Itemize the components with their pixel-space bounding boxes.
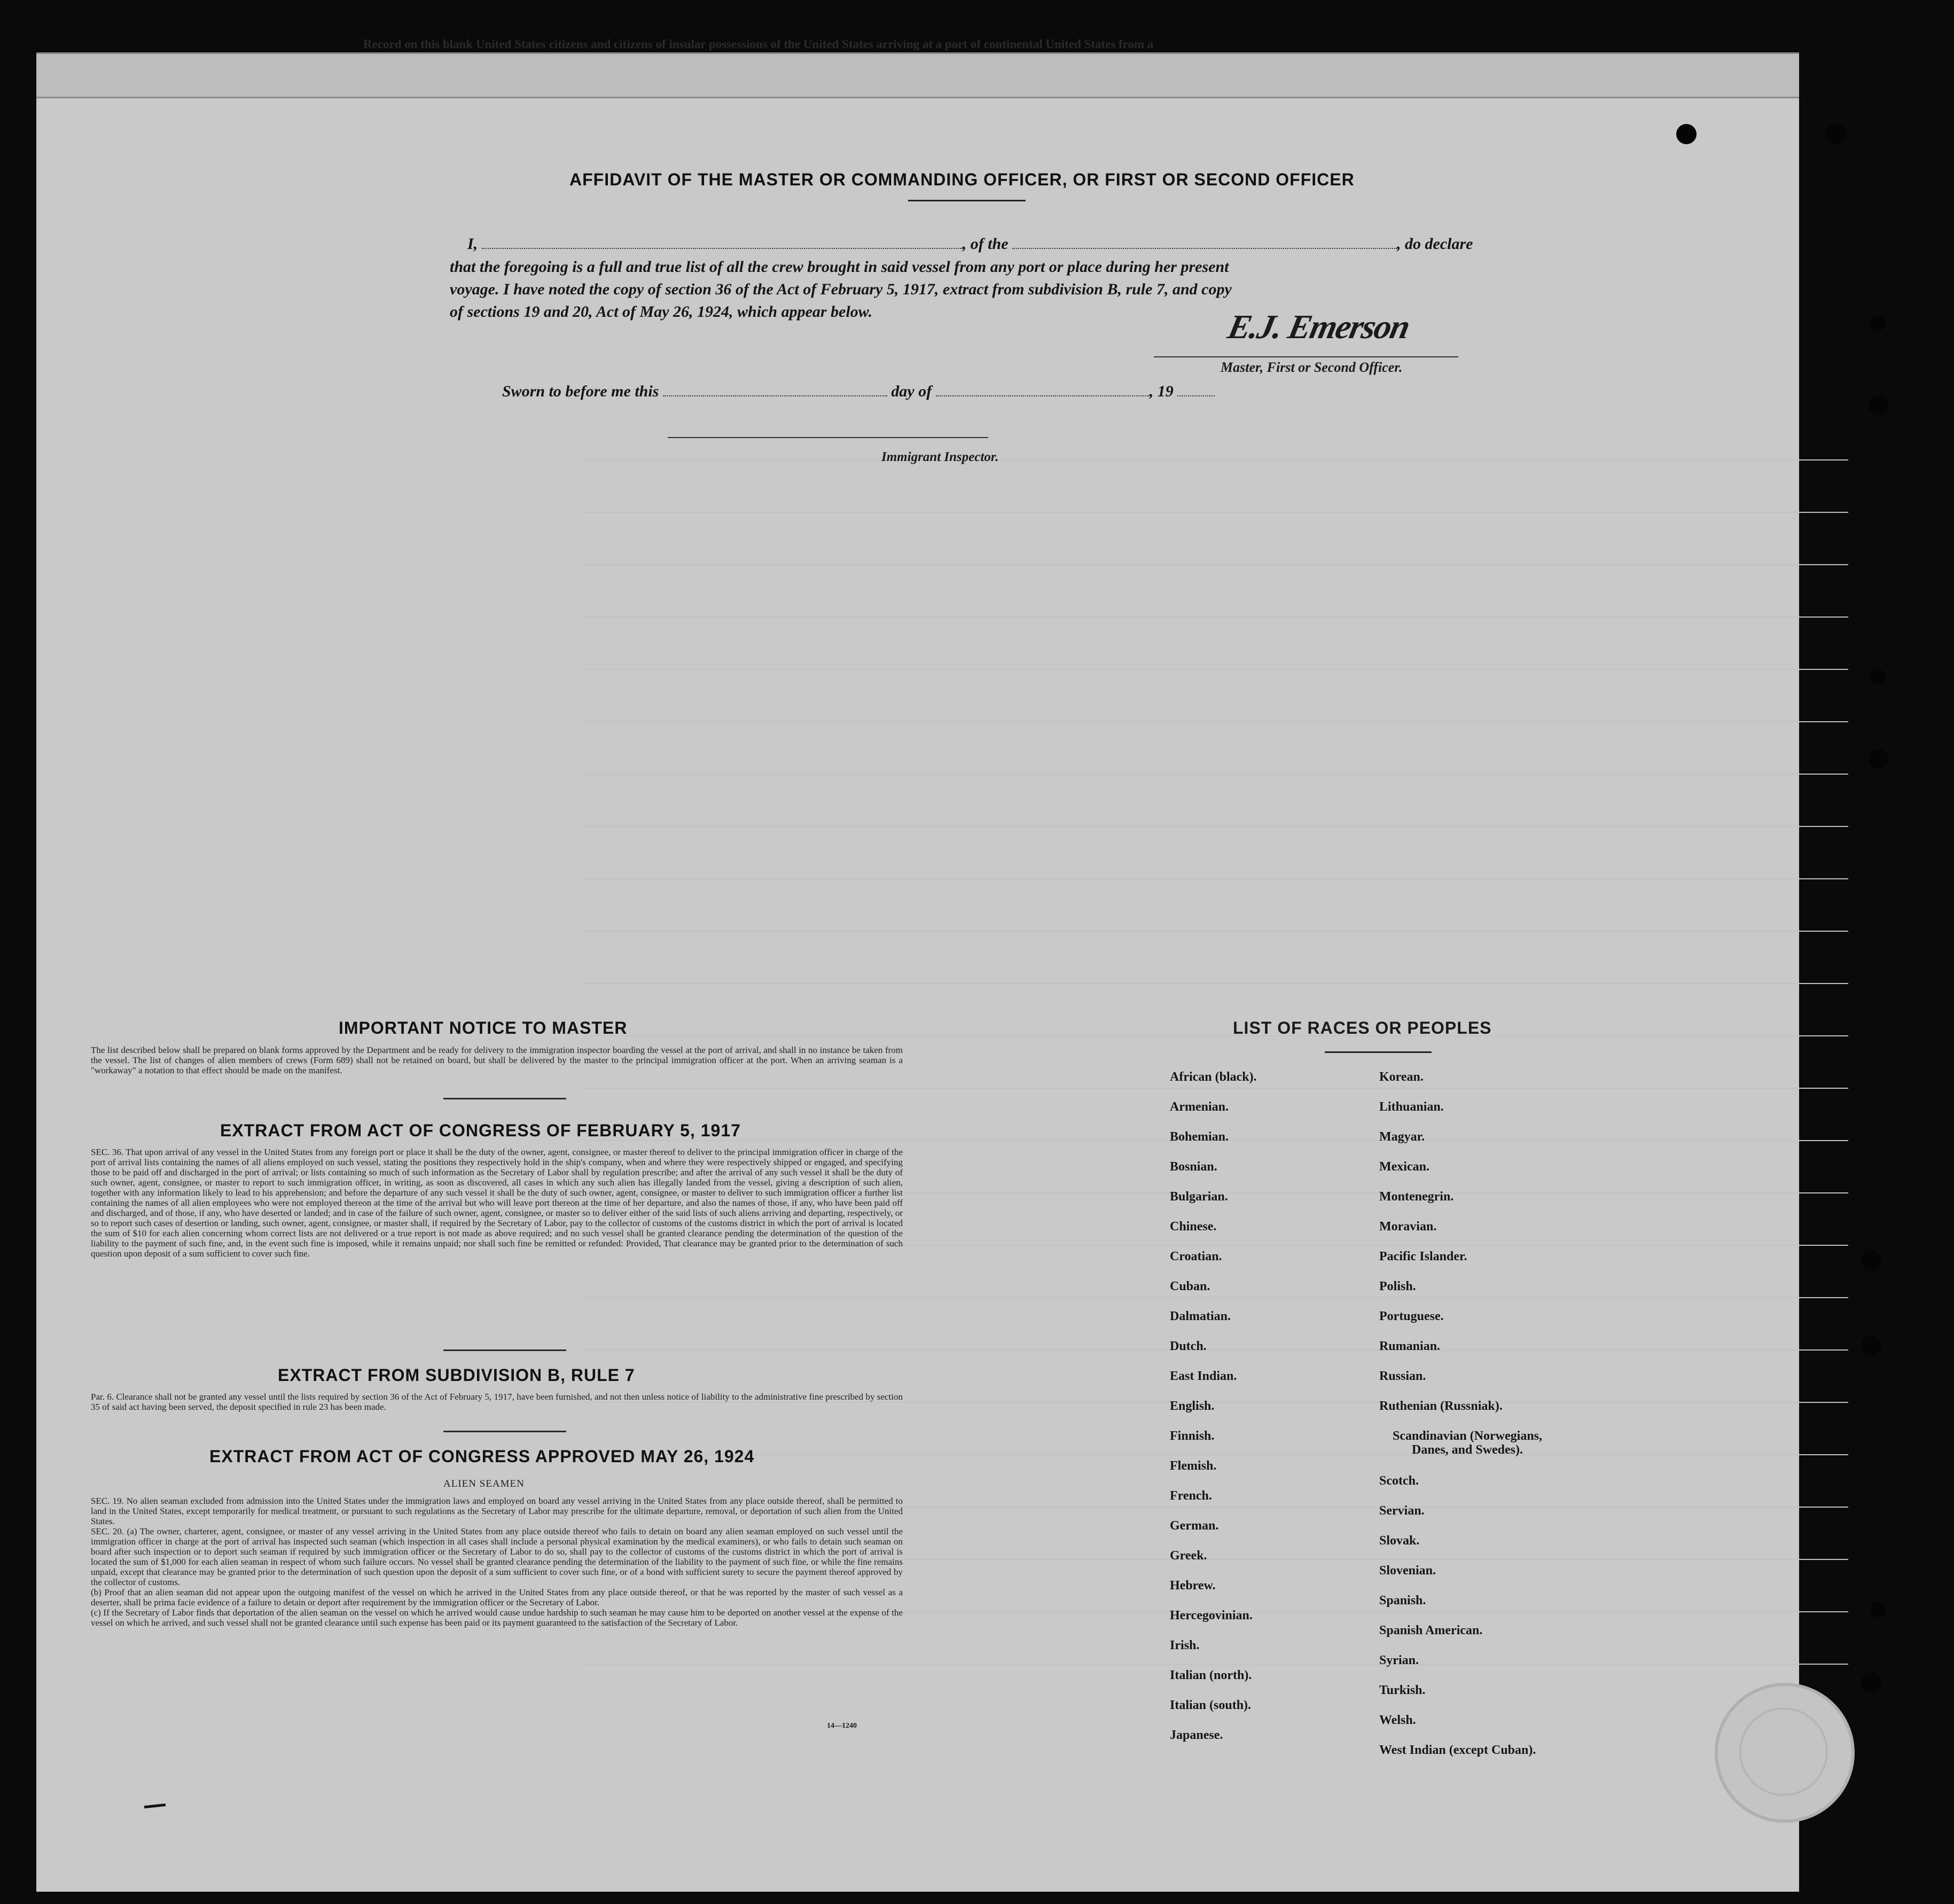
race-item: Polish.: [1379, 1279, 1416, 1293]
race-item: English.: [1170, 1399, 1215, 1413]
bleed-through-row: [582, 1088, 1848, 1089]
race-item: East Indian.: [1170, 1369, 1237, 1383]
act-1917-text: SEC. 36. That upon arrival of any vessel in the United States from any foreign port or place it shall be the duty of the owner, agent, consignee, or master thereof to deliver to the principal immigration officer in charge of the port of arrival lists containing the names of all aliens employed on such vessel, stating the positions they respectively hold in the ship's company, when and where they were respectively shipped or engaged, and specifying those to be paid off and discharged in the port of arrival; or lists containing so much of such information as the Secretary of Labor shall by regulation prescribe; and after the arrival of any such vessel it shall be the duty of such owner, agent, consignee, or master to report to such immigration officer, in writing, as soon as discovered, all cases in which any such alien has illegally landed from the vessel, giving a description of such alien, together with any information likely to lead to his apprehension; and before the departure of any such vessel it shall be the duty of such owner, agent, consignee, or master to deliver to such immigration officer a further list containing the names of all alien employees who were not employed thereon at the time of the arrival but who will leave port thereon at the time of her departure, and also the names of those, if any, who have been paid off and discharged, and of those, if any, who have deserted or landed; and in case of the failure of such owner, agent, consignee, or master so to deliver either of the said lists of such aliens arriving and departing, respectively, or so to report such cases of desertion or landing, such owner, agent, consignee, or master shall, if required by the Secretary of Labor, pay to the collector of customs of the customs district in which the port of arrival is located the sum of $10 for each alien concerning whom correct lists are not delivered or a true report is not made as above required; and no such vessel shall be granted clearance pending the determination of the question of the liability to the payment of such fine, and, in the event such fine is imposed, while it remains unpaid; nor shall such fine be remitted or refunded: Provided, That clearance may be granted prior to the determination of such question upon deposit of a sum sufficient to cover such fine.: [91, 1147, 903, 1259]
race-item: Dutch.: [1170, 1339, 1207, 1353]
bleed-through-row: [582, 617, 1848, 618]
sworn-year-field[interactable]: [1177, 395, 1215, 396]
bleed-through-row: [582, 1349, 1848, 1351]
race-item: Welsh.: [1379, 1713, 1416, 1727]
race-item: Mexican.: [1379, 1160, 1429, 1174]
bleed-through-row: [582, 1454, 1848, 1455]
bleed-through-row: [582, 512, 1848, 513]
bleed-through-row: [582, 721, 1848, 722]
bleed-through-row: [582, 878, 1848, 879]
race-item: Cuban.: [1170, 1279, 1210, 1293]
race-item: Croatian.: [1170, 1250, 1222, 1263]
header-note: Record on this blank United States citizens and citizens of insular possessions of the United States arriving at a port of continental United States from a: [363, 37, 1154, 51]
race-item: Hercegovinian.: [1170, 1609, 1253, 1622]
race-item: Spanish.: [1379, 1594, 1426, 1608]
race-item: Syrian.: [1379, 1653, 1419, 1667]
race-item: Dalmatian.: [1170, 1309, 1231, 1323]
race-item: Rumanian.: [1379, 1339, 1441, 1353]
race-item: Montenegrin.: [1379, 1190, 1454, 1204]
bleed-through-row: [582, 669, 1848, 670]
race-item: Italian (north).: [1170, 1668, 1252, 1682]
bleed-through-row: [582, 1035, 1848, 1036]
punch-hole: [1870, 1602, 1886, 1618]
affidavit-line-4: of sections 19 and 20, Act of May 26, 1924, which appear below.: [450, 303, 873, 321]
inspector-caption: Immigrant Inspector.: [881, 450, 999, 464]
race-item: Slovenian.: [1379, 1564, 1436, 1578]
alien-seamen-subtitle: ALIEN SEAMEN: [443, 1478, 525, 1489]
punch-hole: [1676, 124, 1697, 144]
faded-seal: [1715, 1683, 1855, 1823]
section-rule: [443, 1098, 566, 1099]
race-item: Korean.: [1379, 1070, 1424, 1084]
sworn-label: Sworn to before me this: [502, 383, 659, 400]
race-item: Magyar.: [1379, 1130, 1425, 1144]
rule-7-title: EXTRACT FROM SUBDIVISION B, RULE 7: [278, 1365, 635, 1385]
punch-hole: [1869, 395, 1889, 416]
section-rule: [443, 1349, 566, 1351]
notice-title: IMPORTANT NOTICE TO MASTER: [339, 1018, 628, 1037]
race-item: Scandinavian (Norwegians, Danes, and Swedes).: [1392, 1429, 1543, 1457]
declarant-label: I,: [467, 235, 478, 253]
act-1924-sec-20b: (b) Proof that an alien seaman did not appear upon the outgoing manifest of the vessel on which he arrived in the United States from any place outside thereof, or that he was reported by the master of such vessel as a deserter, shall be prima facie evidence of a failure to detain or deport after requirement by the immigration officer or the Secretary of Labor.: [91, 1587, 903, 1608]
races-title-rule: [1325, 1051, 1432, 1053]
race-item: Italian (south).: [1170, 1698, 1252, 1712]
race-item: Chinese.: [1170, 1220, 1217, 1234]
inspector-signature-line: [668, 437, 988, 438]
bleed-through-row: [582, 931, 1848, 932]
race-item: Bohemian.: [1170, 1130, 1229, 1144]
race-item: Japanese.: [1170, 1728, 1223, 1742]
race-item: French.: [1170, 1489, 1212, 1503]
race-item: Servian.: [1379, 1504, 1425, 1518]
affidavit-line-3: voyage. I have noted the copy of section 36 of the Act of February 5, 1917, extract from subdivision B, rule 7, and copy: [450, 280, 1232, 298]
race-item: Slovak.: [1379, 1534, 1420, 1548]
rule-7-text: Par. 6. Clearance shall not be granted any vessel until the lists required by section 36 of the Act of February 5, 1917, have been furnished, and not then unless notice of liability to the administrative fine prescribed by section 35 of said act having been served, the deposit specified in rule 23 has been made.: [91, 1392, 903, 1412]
race-item: African (black).: [1170, 1070, 1257, 1084]
race-item: Turkish.: [1379, 1683, 1426, 1697]
race-item: Armenian.: [1170, 1100, 1229, 1114]
signature-line: [1154, 356, 1458, 357]
punch-hole: [1861, 1336, 1881, 1356]
bleed-through-row: [582, 774, 1848, 775]
race-item: Bulgarian.: [1170, 1190, 1228, 1204]
race-item: Russian.: [1379, 1369, 1426, 1383]
race-item: Ruthenian (Russniak).: [1379, 1399, 1503, 1413]
bleed-through-row: [582, 1297, 1848, 1298]
signature-caption: Master, First or Second Officer.: [1221, 360, 1403, 375]
act-1917-title: EXTRACT FROM ACT OF CONGRESS OF FEBRUARY 5, 1917: [220, 1121, 741, 1140]
affidavit-line-2: that the foregoing is a full and true list of all the crew brought in said vessel from any port or place during her present: [450, 258, 1229, 276]
race-item: Finnish.: [1170, 1429, 1215, 1443]
declare-label: , do declare: [1397, 235, 1473, 253]
race-item: Lithuanian.: [1379, 1100, 1444, 1114]
race-item: West Indian (except Cuban).: [1379, 1743, 1536, 1757]
sworn-month-field[interactable]: [936, 395, 1150, 396]
day-of-label: day of: [891, 383, 932, 400]
year-label: , 19: [1149, 383, 1174, 400]
race-item: Moravian.: [1379, 1220, 1437, 1234]
affidavit-line-1: [467, 235, 1473, 253]
vessel-name-field[interactable]: [1012, 248, 1397, 249]
sworn-day-field[interactable]: [663, 395, 887, 396]
bleed-through-row: [582, 564, 1848, 565]
sworn-line: [502, 383, 1215, 401]
race-item: Hebrew.: [1170, 1579, 1216, 1593]
bleed-through-row: [582, 826, 1848, 827]
affidavit-title: AFFIDAVIT OF THE MASTER OR COMMANDING OFFICER, OR FIRST OR SECOND OFFICER: [569, 170, 1355, 189]
act-1924-sec-20a: SEC. 20. (a) The owner, charterer, agent, consignee, or master of any vessel arriving in the United States from any place outside thereof who fails to detain on board any alien seaman employed on such vessel until the immigration officer in charge at the port of arrival has inspected such seaman (which inspection in all cases shall include a personal physical examination by the medical examiners), or who fails to detain such seaman on board after such inspection or to deport such seaman if required by such immigration officer or the Secretary of Labor to do so, shall pay to the collector of customs of the customs district in which the port of arrival is located the sum of $1,000 for each alien seaman in respect of whom such failure occurs. No vessel shall be granted clearance pending the determination of the liability to the payment of such fine, or while the fine remains unpaid, except that clearance may be granted prior to the determination of such question upon the deposit of a sum sufficient to cover such fine, or of a bond with sufficient surety to secure the payment thereof approved by the collector of customs.: [91, 1526, 903, 1587]
race-item: Pacific Islander.: [1379, 1250, 1467, 1263]
punch-hole: [1826, 124, 1846, 144]
race-item: Scotch.: [1379, 1474, 1419, 1488]
affidavit-title-rule: [908, 200, 1026, 201]
vessel-label: , of the: [962, 235, 1009, 253]
races-title: LIST OF RACES OR PEOPLES: [1233, 1018, 1492, 1037]
header-strip: [36, 54, 1799, 98]
punch-hole: [1870, 669, 1886, 685]
race-item: Greek.: [1170, 1549, 1207, 1563]
race-item: Irish.: [1170, 1638, 1200, 1652]
race-item: German.: [1170, 1519, 1219, 1533]
race-item: Spanish American.: [1379, 1624, 1483, 1637]
race-item: Portuguese.: [1379, 1309, 1444, 1323]
race-item: Flemish.: [1170, 1459, 1217, 1473]
punch-hole: [1869, 749, 1889, 769]
section-rule: [443, 1431, 566, 1432]
punch-hole: [1861, 1250, 1881, 1270]
act-1924-sec-20c: (c) If the Secretary of Labor finds that deportation of the alien seaman on the vessel on which he arrived would cause undue hardship to such seaman he may cause him to be deported on another vessel at the expense of the vessel on which he arrived, and such vessel shall not be granted clearance until such expense has been paid or its payment guaranteed to the satisfaction of the Secretary of Labor.: [91, 1608, 903, 1628]
punch-hole: [1870, 315, 1886, 331]
form-number: 14—1240: [827, 1722, 857, 1730]
declarant-name-field[interactable]: [482, 248, 963, 249]
seal-inner-ring: [1739, 1707, 1828, 1796]
punch-hole: [1861, 1672, 1881, 1692]
act-1924-text: [91, 1496, 903, 1628]
race-item: Bosnian.: [1170, 1160, 1217, 1174]
bleed-through-row: [582, 1664, 1848, 1665]
notice-text: The list described below shall be prepared on blank forms approved by the Department and be ready for delivery to the immigration inspector boarding the vessel at the port of arrival, and shall in no instance be taken from the vessel. The list of changes of alien members of crews (Form 689) shall not be retained on board, but shall be delivered by the master to the principal immigration officer at the port. When an arriving seaman is a "workaway" a notation to that effect should be made on the manifest.: [91, 1045, 903, 1075]
act-1924-sec-19: SEC. 19. No alien seaman excluded from admission into the United States under the immigration laws and employed on board any vessel arriving in the United States from any place outside thereof, shall be permitted to land in the United States, except temporarily for medical treatment, or pursuant to such regulations as the Secretary of Labor may prescribe for the ultimate departure, removal, or deportation of such alien from the United States.: [91, 1496, 903, 1526]
bleed-through-row: [582, 983, 1848, 984]
bleed-through-row: [582, 459, 1848, 461]
master-signature: E.J. Emerson: [1224, 308, 1413, 346]
act-1924-title: EXTRACT FROM ACT OF CONGRESS APPROVED MAY 26, 1924: [209, 1447, 755, 1466]
